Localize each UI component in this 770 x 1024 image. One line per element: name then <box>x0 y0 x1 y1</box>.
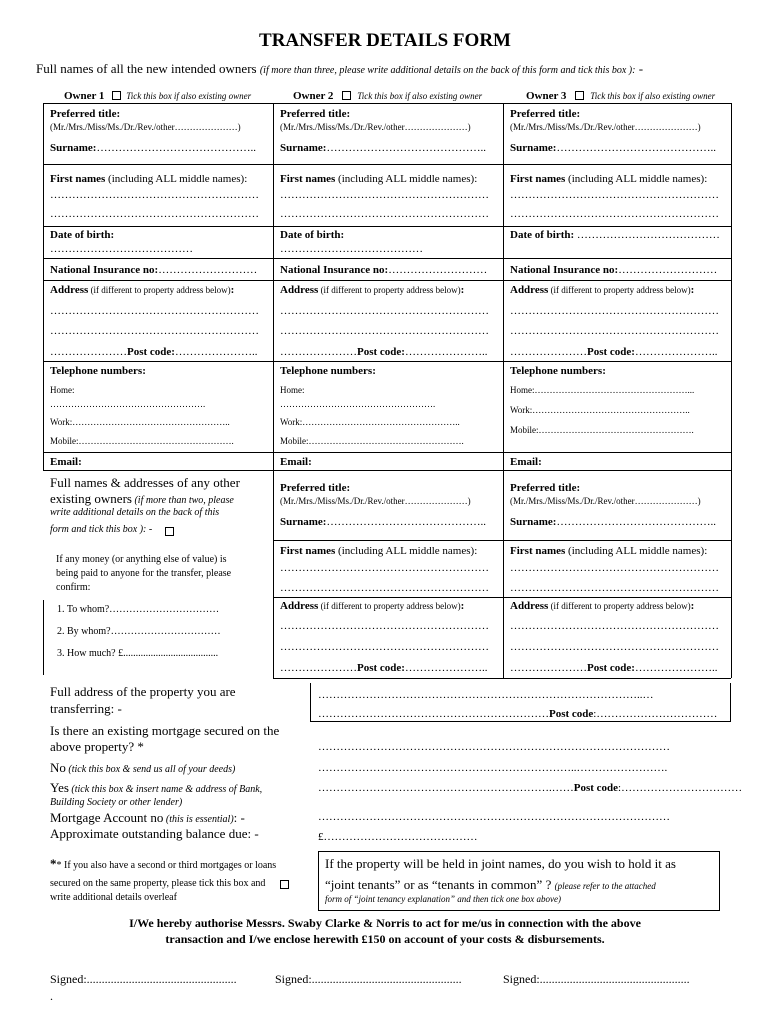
grid-h-ex-surname <box>273 540 731 541</box>
ex3-first-names <box>510 545 707 557</box>
property-address-dots-2: ……………………………………………………… <box>318 708 549 720</box>
o1-first-names-note: (including ALL middle names): <box>105 173 248 185</box>
owner-3-tick: Tick this box if also existing owner <box>590 91 716 101</box>
o2-first-dots-2[interactable]: ………………………………………………… <box>280 208 489 220</box>
o2-ni-label: National Insurance no: <box>280 264 389 276</box>
ex3-address-dots-1[interactable]: ………………………………………………… <box>510 620 719 632</box>
mortgage-account <box>50 810 245 826</box>
o1-home-dots[interactable]: ……………………………………………. <box>50 399 206 409</box>
lender-postcode-label: Post code <box>573 782 619 794</box>
ex3-postcode[interactable] <box>510 662 717 674</box>
footnote-3: write additional details overleaf <box>50 892 177 903</box>
o2-ni-dots: ……………………… <box>388 264 488 276</box>
o3-title-options[interactable]: (Mr./Mrs./Miss/Ms./Dr./Rev./other…………………) <box>510 122 701 132</box>
o1-dob-dots[interactable]: ………………………………… <box>50 243 193 255</box>
property-address-postcode[interactable] <box>318 708 717 720</box>
ex2-address-colon: : <box>460 600 465 612</box>
o2-ni[interactable] <box>280 264 487 276</box>
o3-first-dots-2[interactable]: ………………………………………………… <box>510 208 719 220</box>
o3-post-pre: ………………… <box>510 346 587 358</box>
intro-line <box>36 61 643 77</box>
o2-postcode[interactable] <box>280 346 487 358</box>
q-to-whom[interactable]: 1. To whom?…………………………… <box>57 604 220 615</box>
o2-address-dots-2[interactable]: ………………………………………………… <box>280 325 489 337</box>
o1-first-dots-1[interactable]: ………………………………………………… <box>50 189 259 201</box>
o2-surname-label: Surname: <box>280 142 327 154</box>
authorise-line-1: I/We hereby authorise Messrs. Swaby Clarke & Norris to act for me/us in connection with the above <box>129 916 641 930</box>
q-by-whom[interactable]: 2. By whom?…………………………… <box>57 626 221 637</box>
grid-h-ex-bottom <box>273 678 731 679</box>
owner-1-header <box>64 90 251 102</box>
ex2-preferred-title: Preferred title: <box>280 482 351 494</box>
o2-title-options[interactable]: (Mr./Mrs./Miss/Ms./Dr./Rev./other…………………) <box>280 122 471 132</box>
owner-3-label: Owner 3 <box>526 90 567 102</box>
existing-owners-checkbox[interactable] <box>165 527 174 536</box>
money-line-3: confirm: <box>56 582 91 593</box>
grid-v1 <box>43 103 44 470</box>
o1-post-post: ………………….. <box>174 346 258 358</box>
o1-address <box>50 284 234 296</box>
owner-2-tick: Tick this box if also existing owner <box>357 91 483 101</box>
o3-email[interactable]: Email: <box>510 456 542 468</box>
ex3-first-dots-1[interactable]: ………………………………………………… <box>510 562 719 574</box>
page-title: TRANSFER DETAILS FORM <box>259 30 511 51</box>
ex2-first-dots-2[interactable]: ………………………………………………… <box>280 582 489 594</box>
ex3-address <box>510 600 694 612</box>
existing-heading-2-text: existing owners <box>50 491 132 506</box>
lender-dots-3: ……………………………………………………….…… <box>318 782 574 794</box>
o3-ni-dots: ……………………… <box>618 264 718 276</box>
o1-first-names-label: First names <box>50 173 106 185</box>
o1-ni-dots: ……………………… <box>158 264 258 276</box>
existing-note-3: write additional details on the back of this <box>50 507 220 518</box>
o1-ni-label: National Insurance no: <box>50 264 159 276</box>
intro-dash: - <box>635 61 644 76</box>
ex2-postcode[interactable] <box>280 662 487 674</box>
q-how-much[interactable]: 3. How much? £...................................... <box>57 648 219 659</box>
owner-1-checkbox[interactable] <box>112 91 121 100</box>
owner-1-tick: Tick this box if also existing owner <box>126 91 252 101</box>
mortgage-yes[interactable] <box>50 780 262 796</box>
o3-postcode[interactable] <box>510 346 717 358</box>
mortgage-account-dash: : - <box>233 810 245 825</box>
mortgage-no[interactable] <box>50 760 235 776</box>
owner-3-header <box>526 90 715 102</box>
grid-v4 <box>731 103 732 678</box>
o3-address-label: Address <box>510 284 549 296</box>
o1-postcode-label: Post code: <box>127 346 175 358</box>
property-address-label-1: Full address of the property you are <box>50 684 236 699</box>
grid-h-tel <box>43 452 731 453</box>
ex3-post-post: ………………….. <box>634 662 718 674</box>
o1-title-options[interactable]: (Mr./Mrs./Miss/Ms./Dr./Rev./other…………………) <box>50 122 241 132</box>
o2-surname-dots: …………………………………….. <box>326 142 486 154</box>
grid-v3 <box>503 103 504 678</box>
mortgage-account-label: Mortgage Account no <box>50 810 164 825</box>
o3-post-post: ………………….. <box>634 346 718 358</box>
authorise-line-2: transaction and I/we enclose herewith £150 on account of your costs & disbursements. <box>165 932 605 946</box>
mortgage-yes-note-2: Building Society or other lender) <box>50 797 183 808</box>
owner-1-label: Owner 1 <box>64 90 105 102</box>
o2-home: Home: <box>280 385 305 395</box>
o1-ni[interactable] <box>50 264 257 276</box>
ex3-postcode-label: Post code: <box>587 662 635 674</box>
o3-first-names-label: First names <box>510 173 566 185</box>
footnote-1: ** If you also have a second or third mortgages or loans <box>50 856 277 871</box>
footnote-2: secured on the same property, please tick this box and <box>50 878 266 889</box>
ex2-post-pre: ………………… <box>280 662 357 674</box>
o1-post-pre: ………………… <box>50 346 127 358</box>
ex2-surname[interactable] <box>280 516 486 528</box>
o3-preferred-title: Preferred title: <box>510 108 581 120</box>
ex2-title-options[interactable]: (Mr./Mrs./Miss/Ms./Dr./Rev./other…………………) <box>280 496 471 506</box>
mortgage-no-note: (tick this box & send us all of your deeds) <box>65 764 236 775</box>
o2-post-pre: ………………… <box>280 346 357 358</box>
ex3-address-label: Address <box>510 600 549 612</box>
q-left-line <box>43 600 44 675</box>
o3-address-colon: : <box>690 284 695 296</box>
mortgage-yes-note-1: (tick this box & insert name & address of Bank, <box>68 784 263 795</box>
existing-heading-2 <box>50 491 234 507</box>
o2-post-post: ………………….. <box>404 346 488 358</box>
ex2-first-names-label: First names <box>280 545 336 557</box>
joint-line-2-text: “joint tenants” or as “tenants in common” ? <box>325 877 555 892</box>
ex2-first-dots-1[interactable]: ………………………………………………… <box>280 562 489 574</box>
o3-ni[interactable] <box>510 264 717 276</box>
ex2-surname-label: Surname: <box>280 516 327 528</box>
o3-address-dots-1[interactable]: ………………………………………………… <box>510 305 719 317</box>
existing-note-2: (if more than two, please <box>131 495 234 506</box>
joint-box <box>318 851 720 911</box>
o3-surname[interactable] <box>510 142 716 154</box>
grid-h-email <box>43 470 731 471</box>
o2-address-note: (if different to property address below) <box>318 285 461 295</box>
o3-first-names-note: (including ALL middle names): <box>565 173 708 185</box>
joint-note-1: (please refer to the attached <box>554 881 656 891</box>
o3-address-note: (if different to property address below) <box>548 285 691 295</box>
ex2-address-label: Address <box>280 600 319 612</box>
money-box <box>50 548 270 600</box>
lender-dots-1[interactable]: …………………………………………………………………………………… <box>318 741 670 753</box>
o3-postcode-label: Post code: <box>587 346 635 358</box>
signature-2[interactable]: Signed:.................................................. <box>275 972 462 986</box>
intro-text: Full names of all the new intended owners <box>36 61 260 76</box>
o2-first-dots-1[interactable]: ………………………………………………… <box>280 189 489 201</box>
o1-address-label: Address <box>50 284 89 296</box>
o1-first-names <box>50 173 247 185</box>
o3-surname-dots: …………………………………….. <box>556 142 716 154</box>
ex2-postcode-label: Post code: <box>357 662 405 674</box>
ex3-surname-label: Surname: <box>510 516 557 528</box>
ex2-first-names <box>280 545 477 557</box>
o3-ni-label: National Insurance no: <box>510 264 619 276</box>
o2-telephone: Telephone numbers: <box>280 365 376 377</box>
joint-line-1: If the property will be held in joint names, do you wish to hold it as <box>325 856 676 871</box>
o1-surname[interactable] <box>50 142 256 154</box>
grid-h-ex-first <box>273 597 731 598</box>
existing-note-4 <box>50 524 152 535</box>
o2-address <box>280 284 464 296</box>
ex2-address <box>280 600 464 612</box>
o2-dob: Date of birth: <box>280 229 345 241</box>
o1-mobile[interactable]: Mobile:……………………………………………. <box>50 436 234 446</box>
lender-dots-2[interactable]: ……………………………………………………………..……………………. <box>318 762 668 774</box>
o3-dob-label: Date of birth: <box>510 229 575 241</box>
ex3-address-dots-2[interactable]: ………………………………………………… <box>510 641 719 653</box>
property-address-label-2: transferring: - <box>50 701 122 716</box>
owner-2-header <box>293 90 482 102</box>
ex3-preferred-title: Preferred title: <box>510 482 581 494</box>
o2-address-dots-1[interactable]: ………………………………………………… <box>280 305 489 317</box>
o1-dob: Date of birth: <box>50 229 115 241</box>
ex2-surname-dots: …………………………………….. <box>326 516 486 528</box>
mortgage-yes-label: Yes <box>50 780 69 795</box>
existing-heading-1: Full names & addresses of any other <box>50 475 240 490</box>
o3-work[interactable]: Work:…………………………………………….. <box>510 405 690 415</box>
owner-2-checkbox[interactable] <box>342 91 351 100</box>
o2-postcode-label: Post code: <box>357 346 405 358</box>
o3-address <box>510 284 694 296</box>
o2-address-label: Address <box>280 284 319 296</box>
lender-postcode-dots: :…………………………… <box>618 782 743 794</box>
grid-h-ni <box>43 280 731 281</box>
joint-line-2 <box>325 877 656 893</box>
o2-first-names <box>280 173 477 185</box>
o1-surname-dots: …………………………………….. <box>96 142 256 154</box>
o2-preferred-title: Preferred title: <box>280 108 351 120</box>
o1-work[interactable]: Work:…………………………………………….. <box>50 417 230 427</box>
existing-note-4-text: form and tick this box ): <box>50 524 147 535</box>
o2-home-dots[interactable]: ……………………………………………. <box>280 399 436 409</box>
o1-preferred-title: Preferred title: <box>50 108 121 120</box>
ex3-first-dots-2[interactable]: ………………………………………………… <box>510 582 719 594</box>
o3-telephone: Telephone numbers: <box>510 365 606 377</box>
o3-dob[interactable] <box>510 229 720 241</box>
second-mortgage-checkbox[interactable] <box>280 880 289 889</box>
grid-h-surname <box>43 164 731 165</box>
o1-home: Home: <box>50 385 75 395</box>
property-postcode-dots: :…………………………… <box>593 708 718 720</box>
money-line-2: being paid to anyone for the transfer, please <box>56 568 232 579</box>
trailing-dot: . <box>50 989 53 1003</box>
ex3-surname[interactable] <box>510 516 716 528</box>
ex2-first-names-note: (including ALL middle names): <box>335 545 478 557</box>
ex2-address-dots-2[interactable]: ………………………………………………… <box>280 641 489 653</box>
o1-surname-label: Surname: <box>50 142 97 154</box>
o1-first-dots-2[interactable]: ………………………………………………… <box>50 208 259 220</box>
property-address-dots-1[interactable]: ……………………………………………………………………………..… <box>318 689 654 701</box>
mortgage-no-label: No <box>50 760 66 775</box>
grid-v2 <box>273 103 274 678</box>
o2-surname[interactable] <box>280 142 486 154</box>
o2-email[interactable]: Email: <box>280 456 312 468</box>
o2-work[interactable]: Work:…………………………………………….. <box>280 417 460 427</box>
ex3-title-options[interactable]: (Mr./Mrs./Miss/Ms./Dr./Rev./other…………………) <box>510 496 701 506</box>
o3-surname-label: Surname: <box>510 142 557 154</box>
o3-dob-dots: ………………………………… <box>574 229 720 241</box>
o1-address-dots-2[interactable]: ………………………………………………… <box>50 325 259 337</box>
o3-first-names <box>510 173 707 185</box>
ex2-post-post: ………………….. <box>404 662 488 674</box>
grid-top <box>43 103 731 104</box>
balance-dots[interactable]: £…………………………………… <box>318 831 478 843</box>
ex3-post-pre: ………………… <box>510 662 587 674</box>
ex3-address-colon: : <box>690 600 695 612</box>
signature-1[interactable]: Signed:.................................................. <box>50 972 237 986</box>
joint-note-2: form of “joint tenancy explanation” and then tick one box above) <box>325 894 561 904</box>
o3-first-dots-1[interactable]: ………………………………………………… <box>510 189 719 201</box>
ex2-address-note: (if different to property address below) <box>318 601 461 611</box>
o2-mobile[interactable]: Mobile:……………………………………………. <box>280 436 464 446</box>
owner-2-label: Owner 2 <box>293 90 334 102</box>
o1-address-dots-1[interactable]: ………………………………………………… <box>50 305 259 317</box>
o3-address-dots-2[interactable]: ………………………………………………… <box>510 325 719 337</box>
o1-postcode[interactable] <box>50 346 257 358</box>
o2-first-names-note: (including ALL middle names): <box>335 173 478 185</box>
mortgage-account-dots[interactable]: …………………………………………………………………………………… <box>318 811 670 823</box>
signature-3[interactable]: Signed:.................................................. <box>503 972 690 986</box>
grid-h-address <box>43 361 731 362</box>
mortgage-account-note: (this is essential) <box>163 814 234 825</box>
o1-address-colon: : <box>230 284 235 296</box>
footnote-1-text: * If you also have a second or third mortgages or loans <box>56 860 277 871</box>
lender-postcode[interactable] <box>318 782 742 794</box>
intro-note: (if more than three, please write additional details on the back of this form and tick this box ): <box>259 65 636 76</box>
o1-address-note: (if different to property address below) <box>88 285 231 295</box>
owner-3-checkbox[interactable] <box>575 91 584 100</box>
ex2-address-dots-1[interactable]: ………………………………………………… <box>280 620 489 632</box>
o2-first-names-label: First names <box>280 173 336 185</box>
mortgage-q-1: Is there an existing mortgage secured on the <box>50 723 280 738</box>
o2-dob-dots[interactable]: ………………………………… <box>280 243 423 255</box>
ex3-first-names-label: First names <box>510 545 566 557</box>
property-postcode-label: Post code <box>549 708 594 720</box>
o1-telephone: Telephone numbers: <box>50 365 146 377</box>
o2-address-colon: : <box>460 284 465 296</box>
grid-h-firstnames <box>43 226 731 227</box>
o3-mobile[interactable]: Mobile:……………………………………………. <box>510 425 694 435</box>
o1-email[interactable]: Email: <box>50 456 82 468</box>
grid-h-dob <box>43 258 731 259</box>
o3-home[interactable]: Home:……………………………………………... <box>510 385 695 395</box>
mortgage-q-2: above property? * <box>50 739 144 754</box>
ex3-first-names-note: (including ALL middle names): <box>565 545 708 557</box>
ex3-address-note: (if different to property address below) <box>548 601 691 611</box>
ex3-surname-dots: …………………………………….. <box>556 516 716 528</box>
balance-label: Approximate outstanding balance due: - <box>50 826 259 841</box>
existing-dash: - <box>146 524 153 535</box>
money-line-1: If any money (or anything else of value) is <box>56 554 227 565</box>
